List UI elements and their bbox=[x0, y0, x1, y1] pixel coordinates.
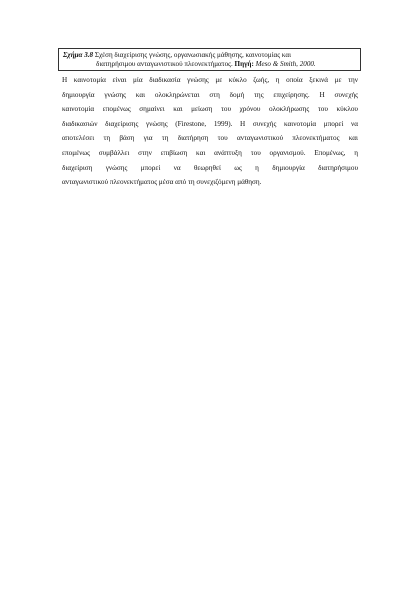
figure-caption-text-1: Σχέση διαχείρισης γνώσης, οργανωσιακής μάθησης, καινοτομίας και bbox=[93, 51, 291, 59]
paragraph-line: Η καινοτομία είναι μία διαδικασία γνώσης με κύκλο ζωής, η οποία ξεκινά με την bbox=[62, 76, 358, 84]
body-paragraph bbox=[62, 73, 358, 190]
paragraph-line: καινοτομία επομένως σημαίνει και μείωση του χρόνου ολοκλήρωσης του κύκλου bbox=[62, 105, 358, 114]
figure-caption-box bbox=[58, 48, 361, 71]
figure-label: Σχήμα 3.8 bbox=[63, 51, 94, 59]
paragraph-line: ανταγωνιστικού πλεονεκτήματος μέσα από τη συνεχιζόμενη μάθηση. bbox=[62, 178, 262, 187]
figure-source: Meso & Smith, 2000. bbox=[253, 60, 316, 69]
paragraph-line: επομένως συμβάλλει στην επιβίωση και ανάπτυξη του οργανισμού. Επομένως, η bbox=[62, 148, 358, 157]
figure-caption-text-2: διατηρήσιμου ανταγωνιστικού πλεονεκτήματος. bbox=[96, 60, 235, 69]
paragraph-line: δημιουργία γνώσης και ολοκληρώνεται στη δομή της επιχείρησης. Η συνεχής bbox=[62, 90, 358, 99]
figure-source-label: Πηγή: bbox=[234, 60, 254, 69]
figure-caption-line-1 bbox=[63, 51, 356, 60]
paragraph-line: διαχείριση γνώσης μπορεί να θεωρηθεί ως η δημιουργία διατηρήσιμου bbox=[62, 163, 358, 172]
paragraph-line: διαδικασιών διαχείρισης γνώσης (Firestone, 1999). Η συνεχής καινοτομία μπορεί να bbox=[62, 119, 358, 128]
figure-caption-line-2 bbox=[63, 60, 356, 69]
paragraph-line: αποτελέσει τη βάση για τη διατήρηση του ανταγωνιστικού πλεονεκτήματος και bbox=[62, 134, 358, 143]
